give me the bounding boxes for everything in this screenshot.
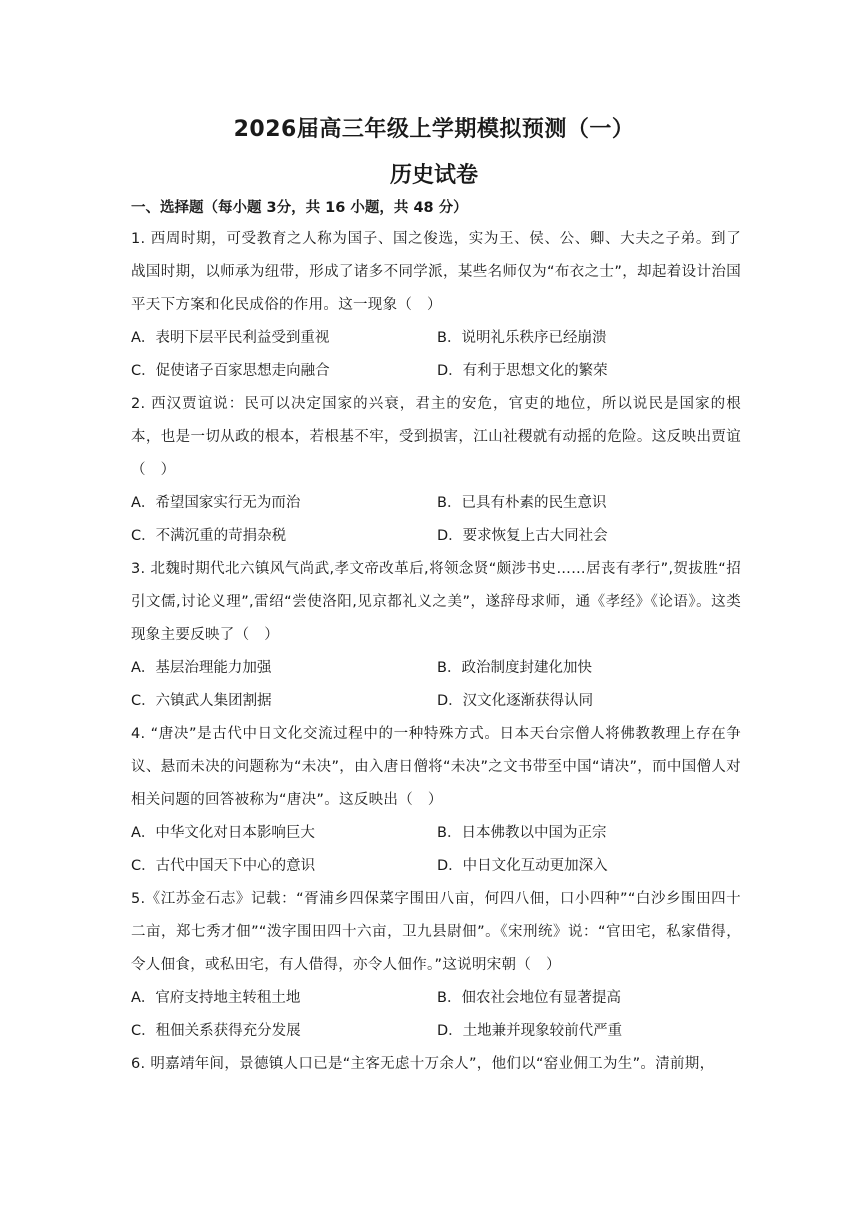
section-heading: 一、选择题（每小题 3分，共 16 小题，共 48 分）	[131, 200, 468, 216]
option-c: C．不满沉重的苛捐杂税	[131, 528, 287, 544]
option-b: B．佃农社会地位有显著提高	[437, 990, 621, 1006]
options	[131, 487, 741, 553]
question-text: 5.《江苏金石志》记载：“胥浦乡四保菜字围田八亩，何四八佃，口小四种”“白沙乡围田四十二亩，郑七秀才佃”“泼字围田四十六亩，卫九县尉佃”。《宋刑统》说：“官田宅，私家借得，令人佃食，或私田宅，有人借得，亦令人佃作。”这说明宋朝（ ）	[131, 891, 741, 973]
option-a: A．希望国家实行无为而治	[131, 495, 301, 511]
option-d: D．汉文化逐渐获得认同	[437, 693, 594, 709]
option-c: C．六镇武人集团割据	[131, 693, 272, 709]
question-6	[131, 1048, 741, 1081]
options	[131, 652, 741, 718]
question-text: 1. 西周时期，可受教育之人称为国子、国之俊选，实为王、侯、公、卿、大夫之子弟。到了战国时期，以师承为纽带，形成了诸多不同学派，某些名师仅为“布衣之士”，却起着设计治国平天下方案和化民成俗的作用。这一现象（ ）	[131, 231, 741, 313]
option-a: A．基层治理能力加强	[131, 660, 272, 676]
option-a: A．官府支持地主转租土地	[131, 990, 301, 1006]
option-d: D．有利于思想文化的繁荣	[437, 363, 608, 379]
options	[131, 982, 741, 1048]
question-text: 6. 明嘉靖年间，景德镇人口已是“主客无虑十万余人”，他们以“窑业佣工为生”。清前期，	[131, 1056, 715, 1072]
question-4	[131, 718, 741, 883]
option-b: B．政治制度封建化加快	[437, 660, 592, 676]
question-2	[131, 388, 741, 553]
question-1	[131, 223, 741, 388]
option-d: D．中日文化互动更加深入	[437, 858, 608, 874]
question-3	[131, 553, 741, 718]
question-text: 3. 北魏时期代北六镇风气尚武,孝文帝改革后,将领念贤“颇涉书史……居丧有孝行”,贺拔胜“招引文儒,讨论义理”,雷绍“尝使洛阳,见京都礼义之美”，遂辞母求师，通《孝经》《论语》。这类现象主要反映了（ ）	[131, 561, 741, 643]
option-a: A．表明下层平民利益受到重视	[131, 330, 330, 346]
question-5	[131, 883, 741, 1048]
option-d: D．土地兼并现象较前代严重	[437, 1023, 623, 1039]
options	[131, 817, 741, 883]
option-b: B．说明礼乐秩序已经崩溃	[437, 330, 607, 346]
option-a: A．中华文化对日本影响巨大	[131, 825, 315, 841]
option-c: C．租佃关系获得充分发展	[131, 1023, 301, 1039]
option-c: C．促使诸子百家思想走向融合	[131, 363, 330, 379]
page-subtitle: 历史试卷	[389, 163, 478, 188]
option-b: B．日本佛教以中国为正宗	[437, 825, 607, 841]
options	[131, 322, 741, 388]
option-d: D．要求恢复上古大同社会	[437, 528, 608, 544]
question-list	[131, 223, 741, 1081]
option-b: B．已具有朴素的民生意识	[437, 495, 607, 511]
question-text: 4. “唐决”是古代中日文化交流过程中的一种特殊方式。日本天台宗僧人将佛教教理上存在争议、悬而未决的问题称为“未决”，由入唐日僧将“未决”之文书带至中国“请决”，而中国僧人对相关问题的回答被称为“唐决”。这反映出（ ）	[131, 726, 741, 808]
option-c: C．古代中国天下中心的意识	[131, 858, 316, 874]
question-text: 2. 西汉贾谊说：民可以决定国家的兴衰，君主的安危，官吏的地位，所以说民是国家的根本，也是一切从政的根本，若根基不牢，受到损害，江山社稷就有动摇的危险。这反映出贾谊（ ）	[131, 396, 741, 478]
page-title: 2026届高三年级上学期模拟预测（一）	[233, 117, 635, 142]
